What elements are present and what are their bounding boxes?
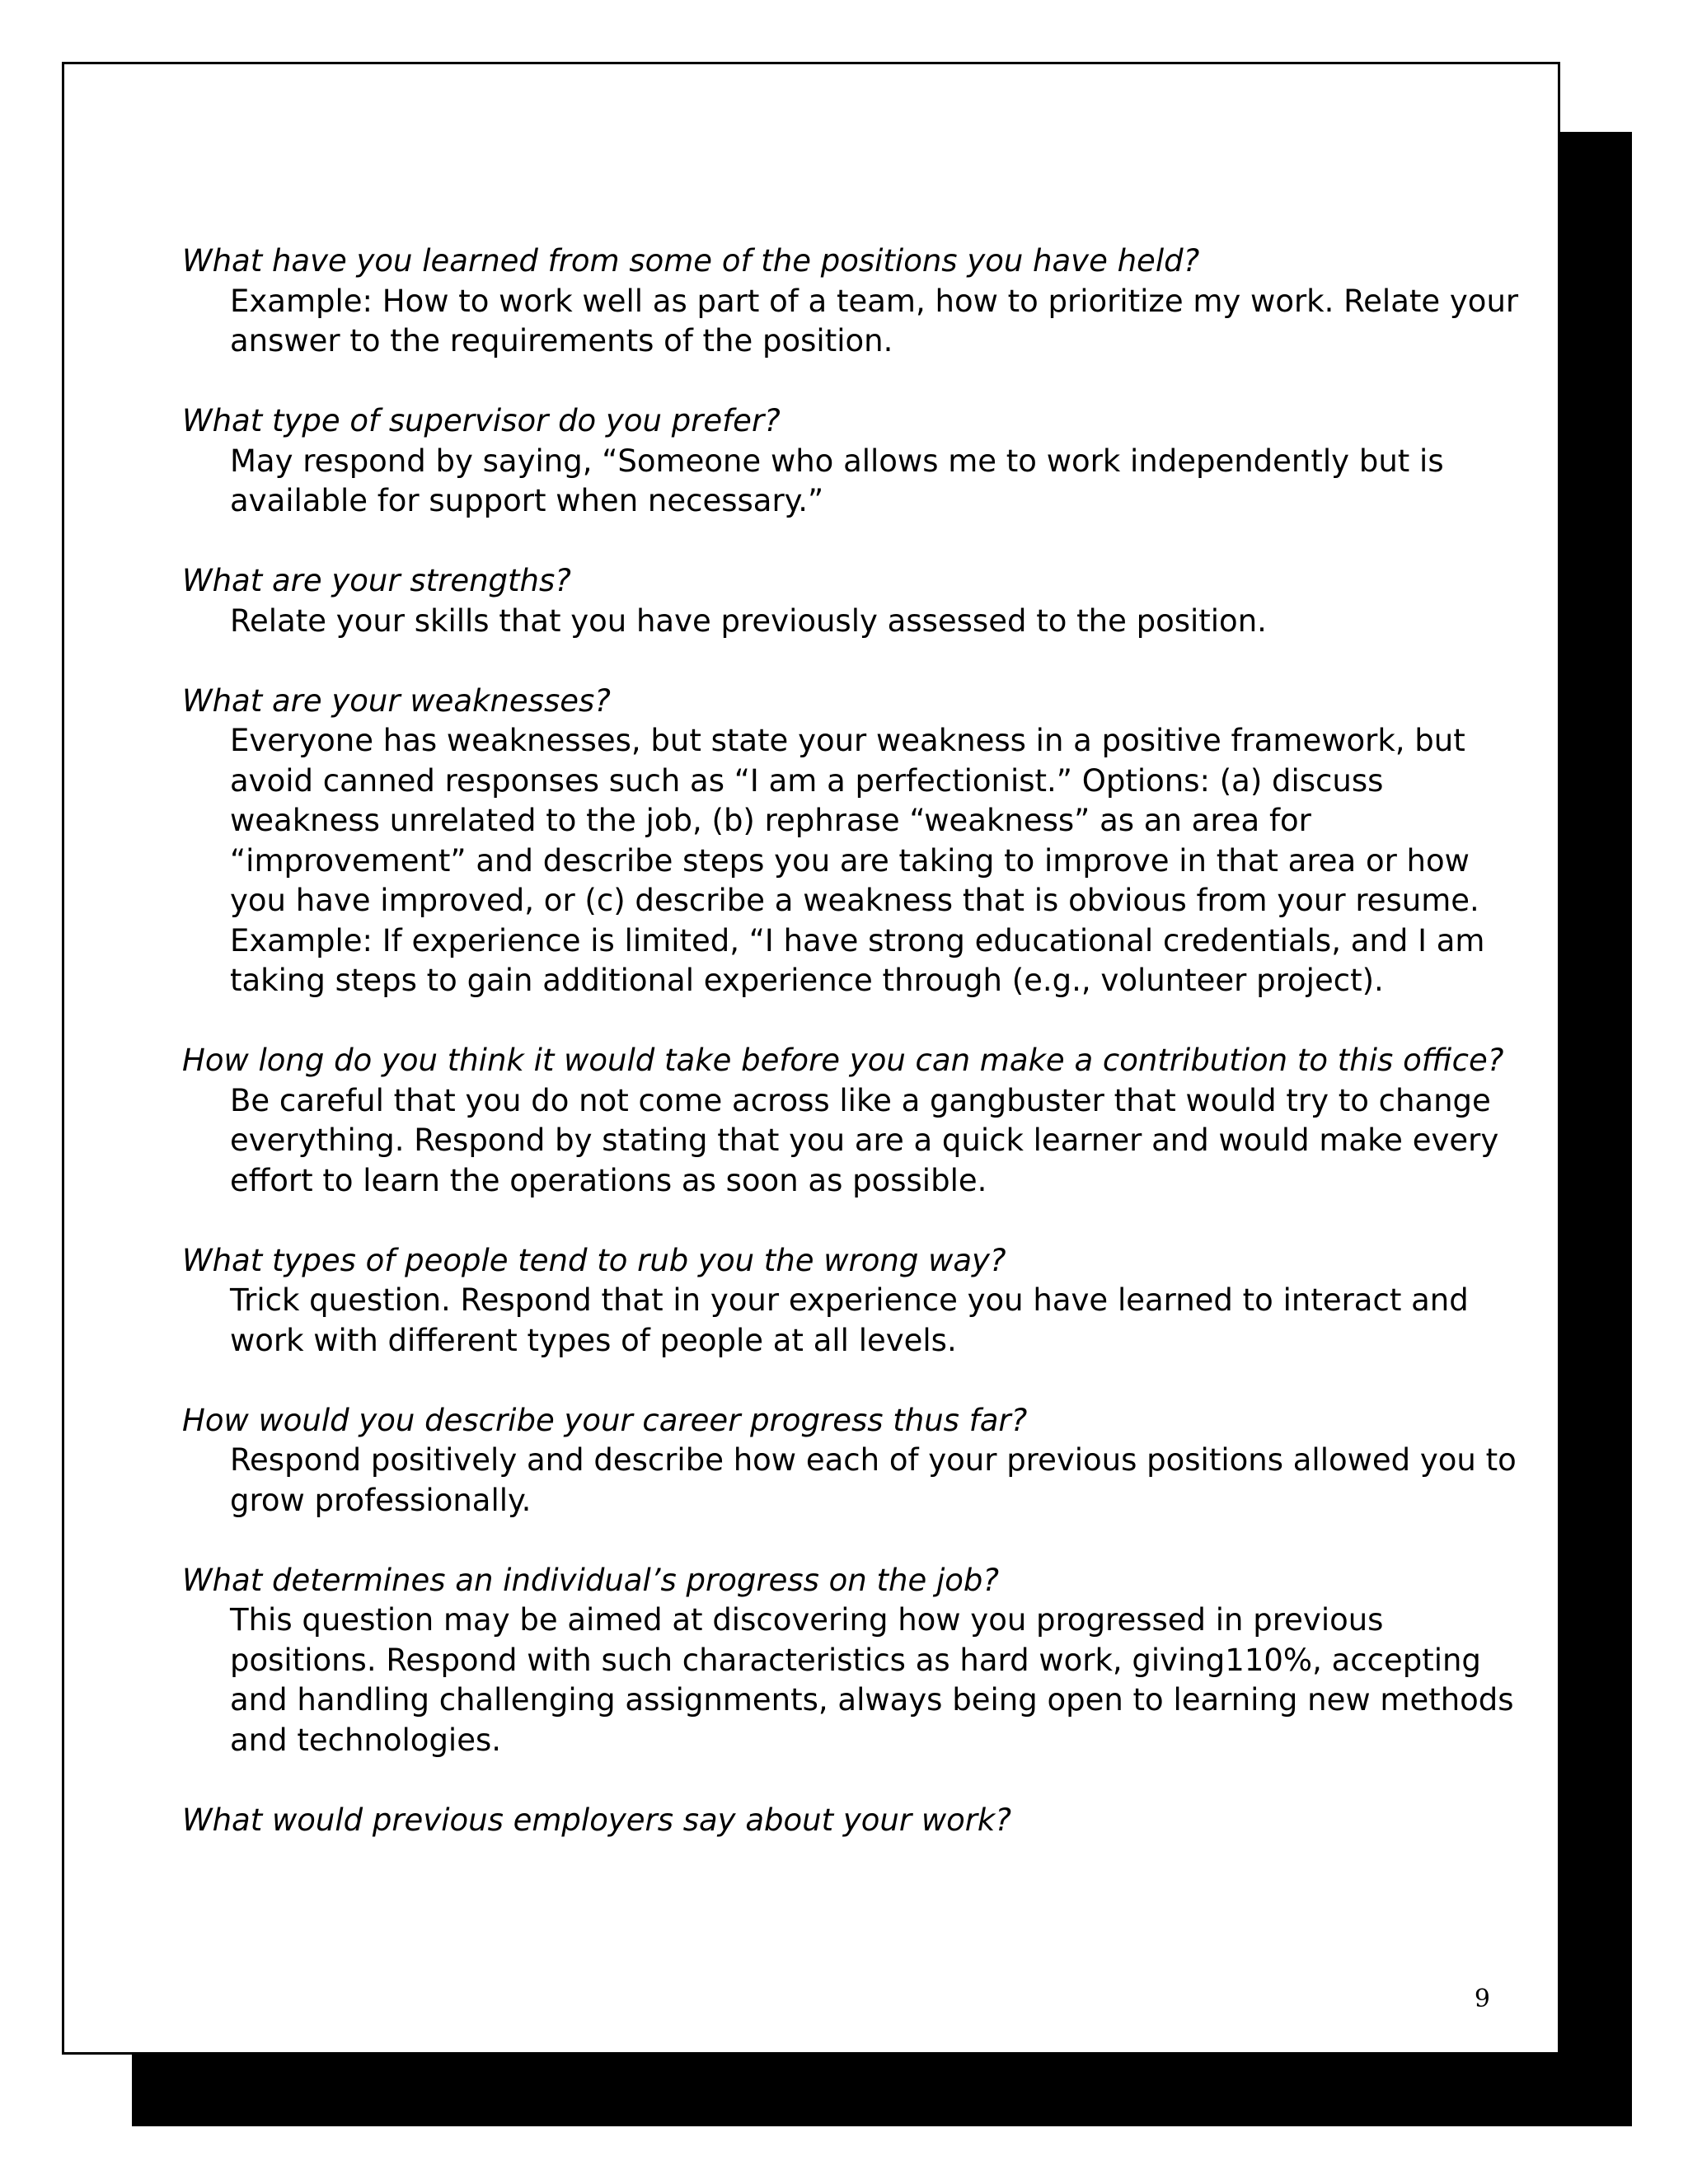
answer: This question may be aimed at discovering how you progressed in previous positions. Respond with such characteristics as hard work, giving110%, accepting and handling challenging assignments, always being open to learning new methods and technologies. xyxy=(230,1602,1514,1758)
question: What types of people tend to rub you the wrong way? xyxy=(182,1242,1006,1278)
question: What are your strengths? xyxy=(182,563,571,598)
answer: Relate your skills that you have previously assessed to the position. xyxy=(230,602,1267,639)
answer: Example: How to work well as part of a team, how to prioritize my work. Relate your answer to the requirements of the position. xyxy=(230,283,1519,359)
answer: Trick question. Respond that in your experience you have learned to interact and work with different types of people at all levels. xyxy=(230,1282,1469,1358)
answer: Everyone has weaknesses, but state your weakness in a positive framework, but avoid canned responses such as “I am a perfectionist.” Options: (a) discuss weakness unrelated to the job, (b) rephrase “weakness” as an area for “improvement” and describe steps you are taking to improve in that area or how you have improved, or (c) describe a weakness that is obvious from your resume. Example: If experience is limited, “I have strong educational credentials, and I am taking steps to gain additional experience through (e.g., volunteer project). xyxy=(230,723,1485,998)
qa-item xyxy=(182,1241,1534,1361)
answer: May respond by saying, “Someone who allows me to work independently but is available for support when necessary.” xyxy=(230,443,1444,518)
qa-item xyxy=(182,682,1534,1001)
question: What determines an individual’s progress on the job? xyxy=(182,1562,1000,1598)
qa-item xyxy=(182,1561,1534,1761)
question: What have you learned from some of the positions you have held? xyxy=(182,243,1200,279)
qa-item xyxy=(182,1041,1534,1201)
answer: Respond positively and describe how each of your previous positions allowed you to grow professionally. xyxy=(230,1442,1517,1518)
question: What type of supervisor do you prefer? xyxy=(182,403,781,438)
question: What are your weaknesses? xyxy=(182,682,611,719)
qa-item xyxy=(182,401,1534,522)
qa-item xyxy=(182,241,1534,362)
question: What would previous employers say about your work? xyxy=(182,1802,1011,1838)
page-number: 9 xyxy=(1474,1985,1490,2013)
qa-item xyxy=(182,1401,1534,1521)
question: How would you describe your career progress thus far? xyxy=(182,1402,1028,1438)
qa-item xyxy=(182,1801,1534,1841)
document-page xyxy=(62,62,1560,2055)
qa-list xyxy=(182,241,1534,1881)
answer: Be careful that you do not come across like a gangbuster that would try to change everything. Respond by stating that you are a quick learner and would make every effort to learn the operations as soon as possible. xyxy=(230,1082,1499,1198)
qa-item xyxy=(182,561,1534,641)
question: How long do you think it would take before you can make a contribution to this office? xyxy=(182,1043,1504,1078)
